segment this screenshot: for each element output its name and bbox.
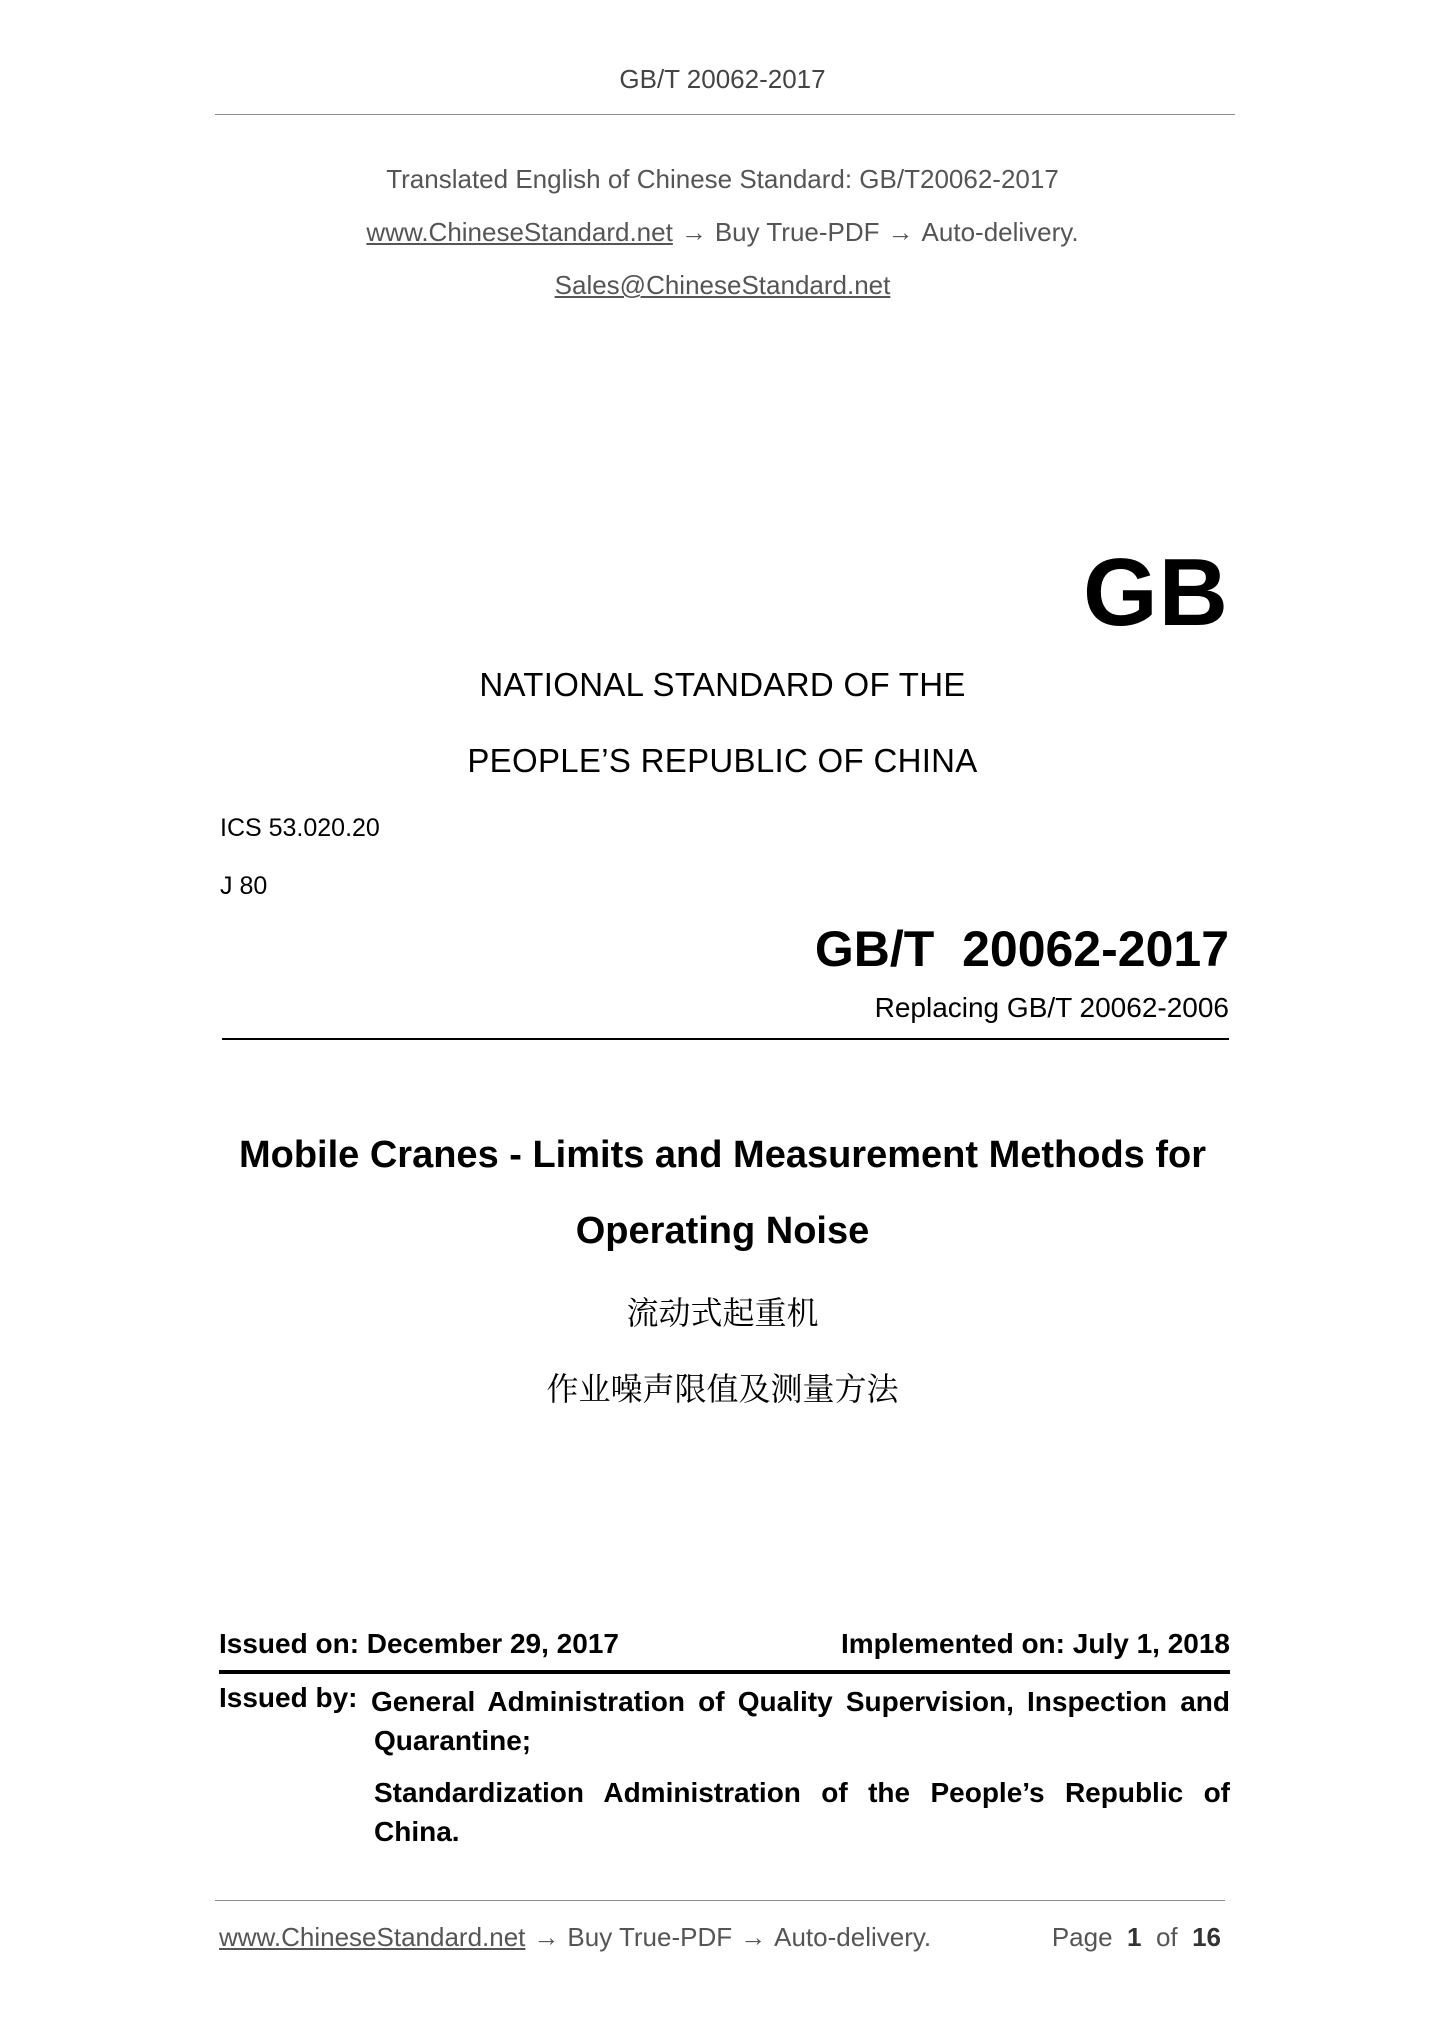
- issue-rule: [219, 1670, 1230, 1674]
- page-total: 16: [1192, 1922, 1221, 1952]
- arrow-right-icon: →: [533, 1922, 560, 1952]
- issuer2-line2: China.: [374, 1816, 460, 1847]
- page-number: [1052, 1922, 1221, 1953]
- page-label: Page: [1051, 1922, 1113, 1952]
- footer-site-link[interactable]: www.ChineseStandard.net: [219, 1922, 526, 1952]
- replacing-note: Replacing GB/T 20062-2006: [874, 992, 1229, 1023]
- arrow-right-icon: →: [680, 217, 707, 247]
- ccs-code: J 80: [220, 872, 268, 900]
- gb-logo: GB: [1083, 539, 1229, 646]
- title-en-line2: Operating Noise: [575, 1210, 870, 1252]
- arrow-right-icon: →: [887, 217, 914, 247]
- issuer1-line2: Quarantine;: [374, 1725, 532, 1756]
- issue-dates: [219, 1628, 1230, 1660]
- title-zh-line1: 流动式起重机: [626, 1294, 819, 1332]
- issuer2-line1: Standardization Administration of the People’s Republic of: [374, 1777, 1230, 1808]
- buy-text: Buy True-PDF: [714, 217, 880, 247]
- translated-notice: Translated English of Chinese Standard: GB/T20062-2017: [386, 164, 1059, 194]
- page-of: of: [1155, 1922, 1178, 1952]
- page-current: 1: [1127, 1922, 1142, 1952]
- ics-code: ICS 53.020.20: [220, 814, 380, 842]
- title-en-line1: Mobile Cranes - Limits and Measurement Methods for: [238, 1134, 1207, 1176]
- standard-number: GB/T 20062-2017: [814, 921, 1229, 977]
- arrow-right-icon: →: [740, 1922, 767, 1952]
- email-link[interactable]: Sales@ChineseStandard.net: [554, 270, 891, 300]
- issuer1-line1: General Administration of Quality Supervision, Inspection and: [371, 1686, 1230, 1717]
- auto-delivery-text: Auto-delivery.: [921, 217, 1079, 247]
- title-zh-line2: 作业噪声限值及测量方法: [546, 1370, 899, 1408]
- implemented-on: Implemented on: July 1, 2018: [840, 1628, 1230, 1659]
- footer-buy-text: Buy True-PDF: [567, 1922, 733, 1952]
- promo-links: [0, 217, 1445, 248]
- site-link[interactable]: www.ChineseStandard.net: [366, 217, 673, 247]
- national-standard-line1: NATIONAL STANDARD OF THE: [479, 666, 966, 703]
- issued-on: Issued on: December 29, 2017: [219, 1628, 619, 1659]
- footer-auto-delivery-text: Auto-delivery.: [774, 1922, 932, 1952]
- number-rule: [222, 1038, 1229, 1040]
- footer-rule: [215, 1900, 1225, 1901]
- footer-links: [219, 1922, 931, 1953]
- running-header: GB/T 20062-2017: [619, 64, 826, 94]
- national-standard-line2: PEOPLE’S REPUBLIC OF CHINA: [467, 742, 978, 779]
- email-line: [0, 270, 1445, 301]
- issued-by-label: Issued by:: [219, 1682, 358, 1713]
- header-rule: [215, 114, 1235, 115]
